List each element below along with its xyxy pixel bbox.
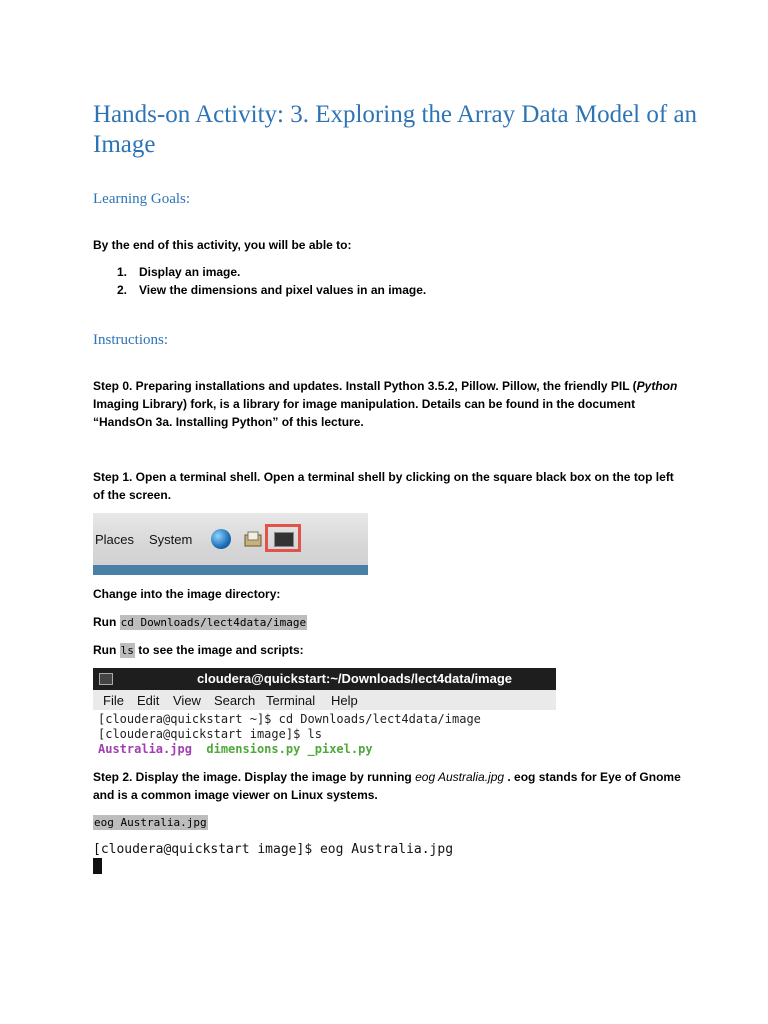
terminal-line: [cloudera@quickstart ~]$ cd Downloads/lect4data/image [98,712,481,726]
goals-list [117,263,426,299]
file-australia: Australia.jpg [98,742,192,756]
terminal-cursor [93,858,102,874]
menu-view[interactable]: View [173,693,201,708]
run-ls-line: Run ls to see the image and scripts: [93,643,304,657]
step2-paragraph: Step 2. Display the image. Display the image by running eog Australia.jpg . eog stands for Eye of Gnome and is a common image viewer on Linux systems. [93,770,681,802]
terminal-menubar [93,690,556,710]
notes-icon[interactable] [243,529,263,549]
menu-help[interactable]: Help [331,693,358,708]
step1-paragraph: Step 1. Open a terminal shell. Open a terminal shell by clicking on the square black box on the top left of the screen. [93,470,674,502]
list-item: 1. Display an image. [117,265,241,279]
ls-command: ls [120,644,134,657]
instructions-heading: Instructions: [93,332,168,348]
terminal-titlebar [93,668,556,690]
menu-file[interactable]: File [103,693,124,708]
intro-text: By the end of this activity, you will be able to: [93,238,352,252]
terminal-prompt-line: [cloudera@quickstart image]$ eog Australia.jpg [93,842,454,857]
eog-command: eog Australia.jpg [94,816,207,829]
menu-terminal[interactable]: Terminal [266,693,316,708]
cd-command: cd Downloads/lect4data/image [120,616,307,629]
eog-code-line [93,813,683,832]
terminal-line: [cloudera@quickstart image]$ ls [98,727,322,741]
file-dimensions: dimensions.py [206,742,301,756]
browser-icon[interactable] [211,529,231,549]
page-title: Hands-on Activity: 3. Exploring the Array Data Model of an Image [93,101,698,158]
terminal-title: cloudera@quickstart:~/Downloads/lect4data/image [197,671,513,686]
places-menu[interactable]: Places [95,532,135,547]
terminal-screenshot [93,668,556,760]
terminal-output [98,742,373,756]
system-menu[interactable]: System [149,532,193,547]
gnome-panel-screenshot [93,513,368,575]
terminal-launcher-icon[interactable] [265,524,301,552]
menu-edit[interactable]: Edit [137,693,160,708]
change-dir-text: Change into the image directory: [93,587,281,601]
menu-search[interactable]: Search [214,693,256,708]
learning-goals-heading: Learning Goals: [93,191,191,207]
step0-paragraph: Step 0. Preparing installations and updates. Install Python 3.5.2, Pillow. Pillow, the friendly PIL (Python Imaging Library) fork, is a library for image manipulation. Details can be found in the document “HandsOn 3a. Installing Python” of this lecture. [93,379,678,429]
list-item: 2. View the dimensions and pixel values in an image. [117,283,427,297]
terminal-icon [99,673,113,685]
run-cd-line: Run cd Downloads/lect4data/image [93,615,307,629]
file-pixel: _pixel.py [307,742,373,756]
